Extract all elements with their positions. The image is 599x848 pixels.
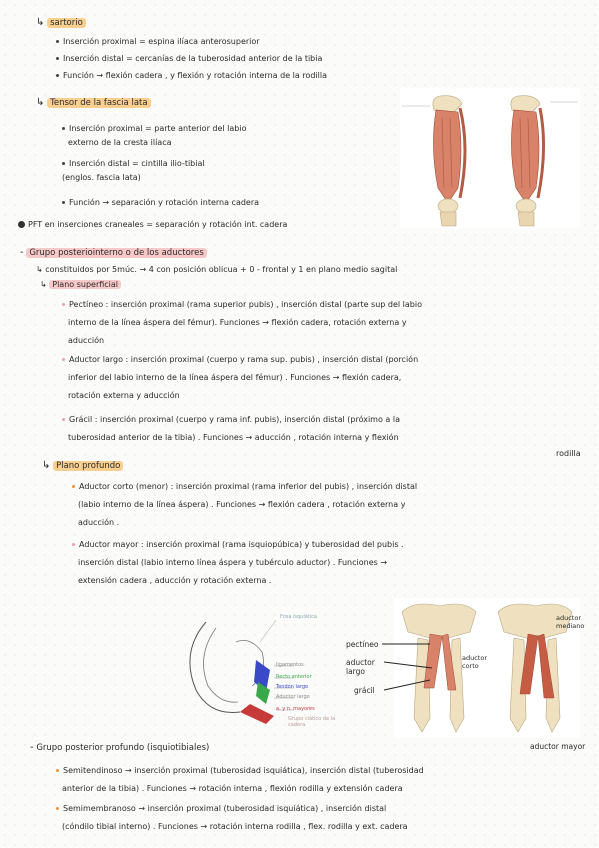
aductor-mayor-line-2: inserción distal (labio interno línea áspera y tubérculo aductor) . Funciones → (78, 558, 388, 567)
aductor-corto-line-3: aducción . (78, 518, 120, 527)
superficial-heading: ↳ Plano superficial (40, 280, 121, 290)
sartorio-title: sartorio (47, 18, 86, 28)
tensor-title: Tensor de la fascia lata (47, 98, 150, 108)
label-gracil: grácil (354, 686, 375, 695)
gracil-line-2: tuberosidad anterior de la tibia) . Funciones → aducción , rotación interna y flexión (68, 433, 399, 442)
semitendinoso-line-1: Semitendinoso → inserción proximal (tuberosidad isquiática), inserción distal (tuberosidad (56, 766, 424, 776)
pectineo-line-1: Pectíneo : inserción proximal (rama superior pubis) , inserción distal (parte sup del labio (62, 300, 422, 310)
superficial-title: Plano superficial (49, 280, 121, 289)
semimembranoso-line-1: Semimembranoso → inserción proximal (tuberosidad isquiática) , inserción distal (56, 804, 386, 814)
adductor-pointer-lines (380, 640, 440, 700)
gracil-line-3: rodilla (556, 449, 581, 458)
sketch-label-6: Grupo ciático de la cadera (288, 716, 336, 729)
tensor-prox-2: externo de la cresta ilíaca (68, 138, 172, 147)
profundo-group-title: Grupo posterior profundo (isquiotibiales) (36, 743, 210, 753)
thigh-muscle-figure (400, 88, 580, 228)
sketch-label-1: ligamentos (276, 662, 304, 668)
aductor-largo-line-2: inferior del labio interno de la línea áspera del fémur) . Funciones → flexión cadera, (68, 373, 402, 382)
sartorio-line-1: Inserción proximal = espina ilíaca anterosuperior (56, 37, 260, 47)
profundo-heading: ↳ Plano profundo (42, 460, 123, 473)
aductor-largo-line-3: rotación externa y aducción (68, 391, 180, 400)
tensor-heading: ↳ Tensor de la fascia lata (36, 97, 151, 110)
sketch-label-top: Fosa isquiática (280, 614, 317, 620)
semitendinoso-line-2: anterior de la tibia) . Funciones → rotación interna , flexión rodilla y extensión cadera (62, 784, 403, 793)
gracil-line-1: Grácil : inserción proximal (cuerpo y rama inf. pubis), inserción distal (próximo a la (62, 415, 400, 425)
sketch-label-4: Aductor largo (276, 694, 310, 700)
label-aductor-corto: aductor corto (462, 654, 488, 671)
posteriointerno-heading: - Grupo posteriointerno o de los aductores (20, 247, 207, 260)
aductor-corto-line-1: Aductor corto (menor) : inserción proximal (rama inferior del pubis) , inserción distal (72, 482, 417, 492)
label-aductor-mediano: aductor mediano (556, 614, 585, 631)
tensor-prox-1: Inserción proximal = parte anterior del labio (62, 124, 247, 134)
tensor-dist-2: (englos. fascia lata) (62, 173, 141, 182)
posteriointerno-subtitle: ↳ constituidos por 5múс. → 4 con posición oblicua + 0 - frontal y 1 en plano medio sagital (36, 265, 398, 274)
aductor-mayor-line-1: Aductor mayor : inserción proximal (rama isquiopúbica) y tuberosidad del pubis . (72, 540, 404, 550)
sartorio-heading: ↳ sartorio (36, 17, 86, 30)
sketch-label-3: Tendón largo (276, 684, 309, 690)
pectineo-line-3: aducción (68, 336, 105, 345)
profundo-title: Plano profundo (53, 461, 123, 471)
sartorio-line-2: Inserción distal = cercanías de la tuberosidad anterior de la tibia (56, 54, 322, 64)
tensor-func: Función → separación y rotación interna cadera (62, 198, 259, 208)
aductor-corto-line-2: (labio interno de la línea áspera) . Funciones → flexión cadera , rotación externa y (78, 500, 406, 509)
tensor-note: PFT en inserciones craneales = separación y rotación int. cadera (18, 220, 287, 230)
label-aductor-largo: aductor largo (346, 658, 375, 677)
profundo-group-heading: - Grupo posterior profundo (isquiotibiales) (30, 742, 210, 753)
pectineo-line-2: interno de la línea áspera del fémur). Funciones → flexión cadera, rotación externa y (68, 318, 407, 327)
label-pectineo: pectíneo (346, 640, 379, 649)
semimembranoso-line-2: (cóndilo tibial interno) . Funciones → rotación interna rodilla , flex. rodilla y ext. cadera (62, 822, 408, 831)
posteriointerno-title: Grupo posteriointerno o de los aductores (26, 248, 206, 258)
hip-sketch (176, 612, 352, 732)
sartorio-line-3: Función → flexión cadera , y flexión y rotación interna de la rodilla (56, 71, 327, 81)
label-aductor-mayor: aductor mayor (530, 742, 586, 751)
sketch-label-5: a. y n. mayores (276, 706, 315, 712)
sketch-label-2: Recto anterior (276, 674, 312, 680)
aductor-mayor-line-3: extensión cadera , aducción y rotación externa . (78, 576, 272, 585)
tensor-dist-1: Inserción distal = cintilla ilio-tibial (62, 159, 205, 169)
aductor-largo-line-1: Aductor largo : inserción proximal (cuerpo y rama sup. pubis) , inserción distal (porción (62, 355, 418, 365)
